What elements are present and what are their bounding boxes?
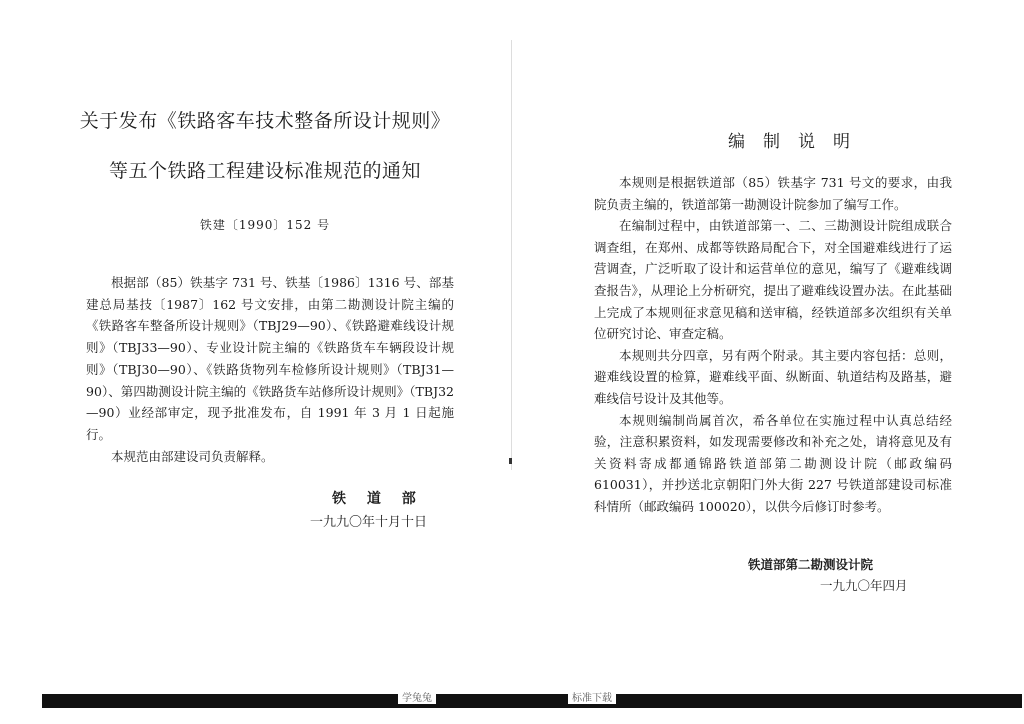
- footer-watermark-left: 学兔兔: [398, 689, 436, 704]
- preface-date: 一九九〇年四月: [820, 578, 908, 593]
- preface-paragraph: 本规则编制尚属首次，希各单位在实施过程中认真总结经验，注意积累资料，如发现需要修改和补充之处，请将意见及有关资料寄成都通锦路铁道部第二勘测设计院（邮政编码 610031），并抄送北京朝阳门外大街 227 号铁道部建设司标准科情所（邮政编码 100020），以供今后修订时参考。: [594, 412, 952, 514]
- notice-body: [86, 272, 454, 467]
- notice-title-line2: 等五个铁路工程建设标准规范的通知: [108, 160, 421, 182]
- notice-paragraph: 根据部（85）铁基字 731 号、铁基〔1986〕1316 号、部基建总局基技〔1987〕162 号文安排，由第二勘测设计院主编的《铁路客车整备所设计规则》（TBJ29—90）、《铁路避难线设计规则》（TBJ33—90）、专业设计院主编的《铁路货车车辆段设计规则》（TBJ30—90）、《铁路货物列车检修所设计规则》（TBJ31—90）、第四勘测设计院主编的《铁路货车站修所设计规则》（TBJ32—90）业经部审定，现予批准发布，自 1991 年 3 月 1 日起施行。: [86, 275, 454, 442]
- footer-bar: [42, 694, 1022, 708]
- preface-heading: 编制说明: [728, 132, 868, 152]
- notice-title-line1: 关于发布《铁路客车技术整备所设计规则》: [79, 110, 451, 132]
- preface-paragraph: 在编制过程中，由铁道部第一、二、三勘测设计院组成联合调查组，在郑州、成都等铁路局配合下，对全国避难线进行了运营调查，广泛听取了设计和运营单位的意见，编写了《避难线调查报告》，从理论上分析研究，提出了避难线设置办法。在此基础上完成了本规则征求意见稿和送审稿，经铁道部多次组织有关单位研究讨论、审查定稿。: [594, 218, 952, 342]
- issue-date: 一九九〇年十月十日: [310, 515, 428, 530]
- editor-organization: 铁道部第二勘测设计院: [748, 557, 874, 572]
- right-page: [512, 0, 1024, 724]
- notice-paragraph: 本规范由部建设司负责解释。: [111, 448, 274, 464]
- footer-watermark-right: 标准下载: [568, 689, 616, 704]
- preface-body: [594, 172, 952, 518]
- preface-paragraph: 本规则是根据铁道部（85）铁基字 731 号文的要求，由我院负责主编的，铁道部第一勘测设计院参加了编写工作。: [594, 175, 952, 212]
- preface-paragraph: 本规则共分四章，另有两个附录。其主要内容包括：总则，避难线设置的检算，避难线平面、纵断面、轨道结构及路基，避难线信号设计及其他等。: [594, 347, 952, 406]
- document-number: 铁建〔1990〕152 号: [199, 218, 331, 232]
- issuer-signature: 铁 道 部: [332, 491, 424, 507]
